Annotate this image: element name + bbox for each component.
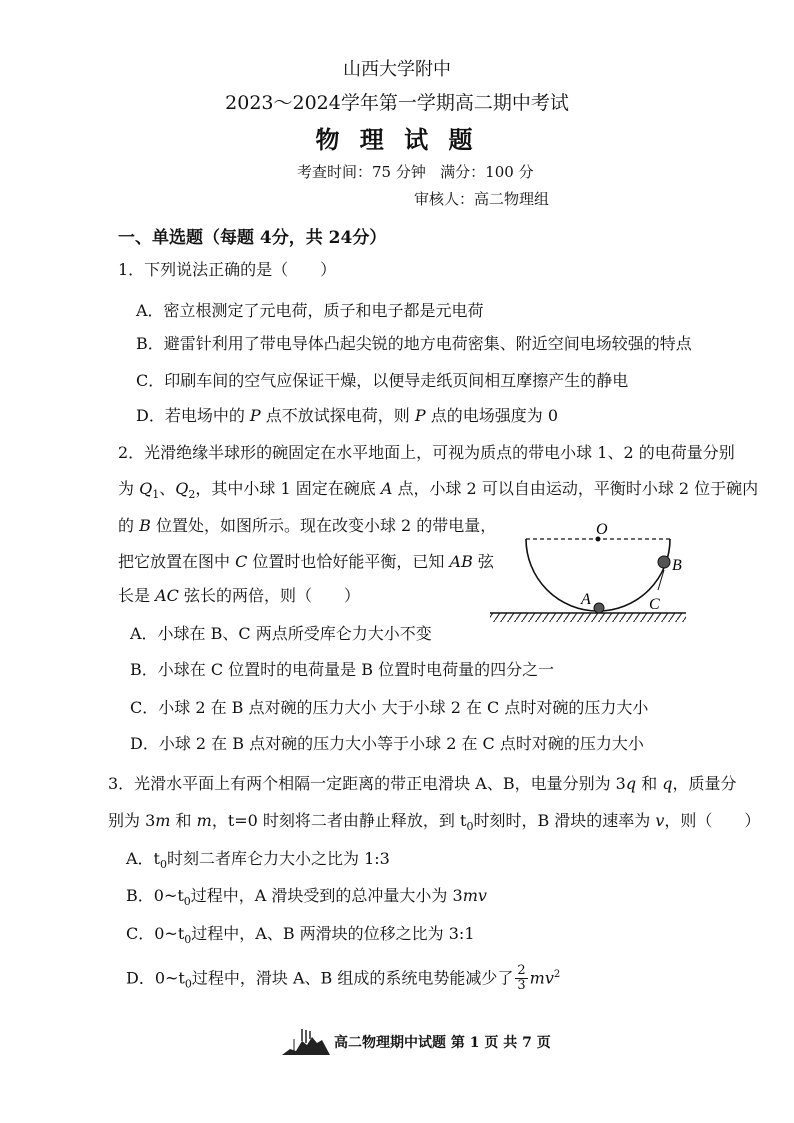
exam-time: 考查时间：75 分钟 [297, 163, 426, 181]
ball-a [594, 603, 604, 613]
q3-option-d: D．$0\sim t_0$过程中，滑块 A、B 组成的系统电势能减少了 $\frac{2}{3}$ $mv^2$ [126, 963, 561, 994]
q2-option-a: A．小球在 B、C 两点所受库仑力大小不变 [130, 624, 432, 643]
section-title: 一、单选题（每题 4分，共 24分） [118, 228, 387, 248]
bowl-figure [488, 520, 688, 630]
q2-option-b: B．小球在 C 位置时的电荷量是 B 位置时电荷量的四分之一 [130, 660, 555, 679]
q2-option-d: D．小球 2 在 B 点对碗的压力大小等于小球 2 在 C 点时对碗的压力大小 [130, 734, 644, 753]
q2-option-c: C．小球 2 在 B 点对碗的压力大小 大于小球 2 在 C 点时对碗的压力大小 [130, 698, 649, 717]
q3-line-1: 3．光滑水平面上有两个相隔一定距离的带正电滑块 A、B，电量分别为 3q 和 q，质量分 [108, 774, 737, 793]
q2-line-4: 把它放置在图中 C 位置时也恰好能平衡，已知 AB 弦 [118, 552, 494, 571]
label-a: A [581, 591, 591, 608]
full-score: 满分：100 分 [440, 163, 534, 181]
q1-option-a: A．密立根测定了元电荷，质子和电子都是元电荷 [136, 301, 484, 320]
fraction-two-thirds: $\frac{2}{3}$ [517, 963, 526, 994]
q3-option-c: C．$0\sim t_0$过程中，A、B 两滑块的位移之比为 3:1 [126, 924, 475, 947]
label-o: O [596, 521, 608, 538]
ball-b [658, 556, 670, 568]
q1-option-d: D．若电场中的 P 点不放试探电荷，则 P 点的电场强度为 0 [136, 406, 558, 425]
q2-line-5: 长是 AC 弦长的两倍，则（ ） [118, 586, 360, 605]
q2-line-1: 2．光滑绝缘半球形的碗固定在水平地面上，可视为质点的带电小球 1、2 的电荷量分别 [118, 443, 735, 462]
subject-title: 物 理 试 题 [315, 125, 479, 154]
q3-option-b: B．$0\sim t_0$过程中，A 滑块受到的总冲量大小为 3mv [126, 886, 487, 909]
school-name: 山西大学附中 [343, 59, 451, 80]
exam-info [297, 161, 534, 182]
q2-line-2: 为 $Q_1$、$Q_2$，其中小球 1 固定在碗底 A 点，小球 2 可以自由运动，平衡时小球 2 位于碗内 [118, 479, 759, 502]
q3-option-a: A．$t_0$时刻二者库仑力大小之比为 1:3 [126, 849, 390, 872]
page-footer-text: 高二物理期中试题 第 1 页 共 7 页 [334, 1035, 551, 1051]
q3-line-2: 别为 3m 和 m，t=0 时刻将二者由静止释放，到 $t_0$时刻时，B 滑块的速率为 v，则（ ） [108, 811, 761, 834]
exam-title: 2023～2024学年第一学期高二期中考试 [225, 92, 569, 114]
mountain-logo-icon [280, 1027, 332, 1057]
reviewer: 审核人：高二物理组 [414, 190, 550, 208]
q1-option-b: B．避雷针利用了带电导体凸起尖锐的地方电荷密集、附近空间电场较强的特点 [136, 334, 692, 353]
q1-option-c: C．印刷车间的空气应保证干燥，以便导走纸页间相互摩擦产生的静电 [136, 371, 629, 390]
ground-hatching [490, 613, 686, 622]
q1-stem: 1．下列说法正确的是（ ） [118, 260, 337, 279]
label-c: C [649, 596, 660, 613]
label-b: B [672, 557, 682, 574]
q2-line-3: 的 B 位置处，如图所示。现在改变小球 2 的带电量， [118, 516, 497, 535]
